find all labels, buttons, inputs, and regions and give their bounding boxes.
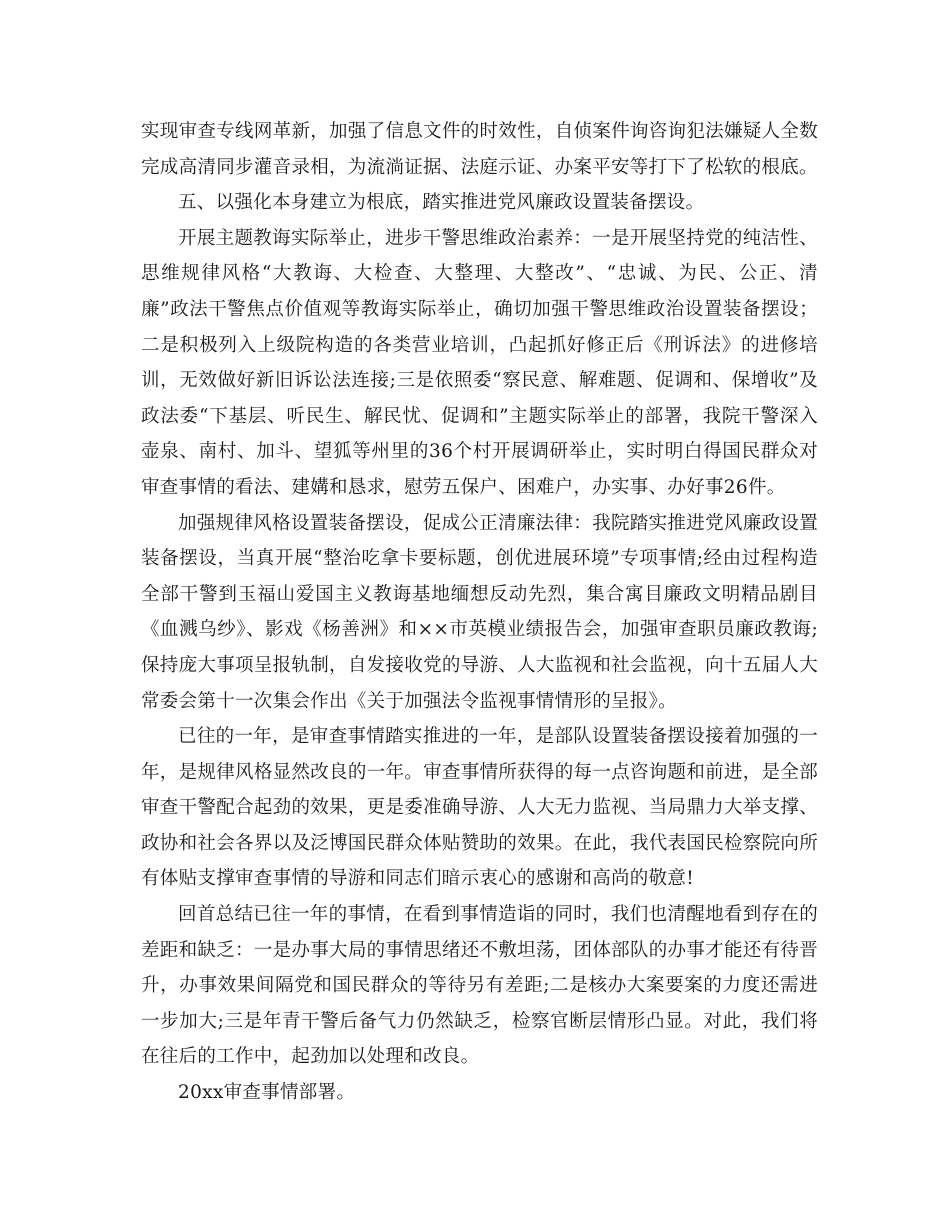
- document-body: [141, 114, 818, 1111]
- paragraph-continuation: 实现审查专线网革新，加强了信息文件的时效性，自侦案件询咨询犯法嫌疑人全数完成高清同步灌音录相，为流淌证据、法庭示证、办案平安等打下了松软的根底。: [141, 121, 818, 178]
- paragraph-past-year: 已往的一年，是审查事情踏实推进的一年，是部队设置装备摆设接着加强的一年，是规律风格显然改良的一年。审查事情所获得的每一点咨询题和前进，是全部审查干警配合起劲的效果，更是委准确导游、人大无力监视、当局鼎力大举支撑、政协和社会各界以及泛博国民群众体贴赞助的效果。在此，我代表国民检察院向所有体贴支撑审查事情的导游和同志们暗示衷心的感谢和高尚的敬意!: [141, 726, 818, 890]
- paragraph-discipline-style: 加强规律风格设置装备摆设，促成公正清廉法律：我院踏实推进党风廉政设置装备摆设，当真开展“整治吃拿卡要标题，创优进展环境”专项事情;经由过程构造全部干警到玉福山爱国主义教诲基地缅想反动先烈，集合寓目廉政文明精品剧目《血溅乌纱》、影戏《杨善洲》和××市英模业绩报告会，加强审查职员廉政教诲;保持庞大事项呈报轨制，自发接收党的导游、人大监视和社会监视，向十五届人大常委会第十一次集会作出《关于加强法令监视事情情形的呈报》。: [141, 512, 818, 712]
- paragraph-next-year-plan: 20xx审查事情部署。: [178, 1082, 356, 1104]
- paragraph-theme-education: 开展主题教诲实际举止，进步干警思维政治素养：一是开展坚持党的纯洁性、思维规律风格“大教诲、大检查、大整理、大整改”、“忠诚、为民、公正、清廉”政法干警焦点价值观等教诲实际举止，确切加强干警思维政治设置装备摆设；二是积极列入上级院构造的各类营业培训，凸起抓好修正后《刑诉法》的进修培训，无效做好新旧诉讼法连接;三是依照委“察民意、解难题、促调和、保增收”及政法委“下基层、听民生、解民忧、促调和”主题实际举止的部署，我院干警深入壶泉、南村、加斗、望狐等州里的36个村开展调研举止，实时明白得国民群众对审查事情的看法、建媾和恳求，慰劳五保户、困难户，办实事、办好事26件。: [141, 227, 818, 498]
- paragraph-review-shortcomings: 回首总结已往一年的事情，在看到事情造诣的同时，我们也清醒地看到存在的差距和缺乏：一是办事大局的事情思绪还不敷坦荡，团体部队的办事才能还有待晋升，办事效果间隔党和国民群众的等待另有差距;二是核办大案要案的力度还需进一步加大;三是年青干警后备气力仍然缺乏，检察官断层情形凸显。对此，我们将在往后的工作中，起劲加以处理和改良。: [141, 904, 818, 1068]
- section-heading-five: 五、以强化本身建立为根底，踏实推进党风廉政设置装备摆设。: [178, 192, 705, 214]
